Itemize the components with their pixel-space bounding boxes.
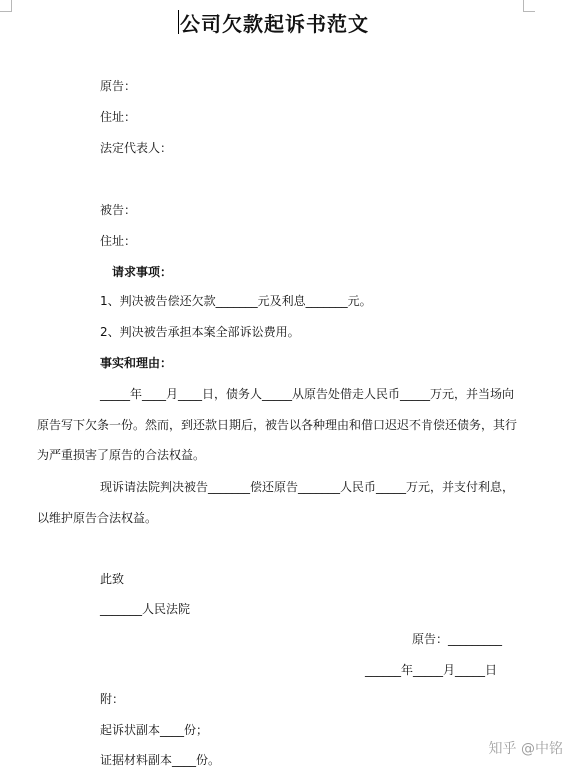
salutation[interactable]: 此致: [100, 572, 125, 586]
document-title[interactable]: 公司欠款起诉书范文: [180, 12, 369, 36]
court-line[interactable]: _______人民法院: [100, 602, 191, 616]
request-line-1[interactable]: 现诉请法院判决被告_______偿还原告_______人民币_____万元，并支付利息，: [100, 480, 515, 494]
claims-heading[interactable]: 请求事项：: [112, 265, 173, 279]
signature-plaintiff[interactable]: 原告：_________: [412, 632, 503, 646]
claim-item-2[interactable]: 2、判决被告承担本案全部诉讼费用。: [100, 325, 300, 339]
attachment-item-1[interactable]: 起诉状副本____份；: [100, 723, 209, 737]
facts-line-1[interactable]: _____年____月____日，债务人_____从原告处借走人民币_____万元，并当场向: [100, 387, 515, 401]
claim-item-1[interactable]: 1、判决被告偿还欠款_______元及利息_______元。: [100, 294, 372, 308]
defendant-line[interactable]: 被告：: [100, 203, 137, 217]
facts-line-2[interactable]: 原告写下欠条一份。然而，到还款日期后，被告以各种理由和借口迟迟不肯偿还债务，其行: [37, 418, 518, 432]
legal-rep-line[interactable]: 法定代表人：: [100, 141, 173, 155]
signature-date[interactable]: ______年_____月_____日: [365, 663, 498, 677]
watermark-text: 知乎 @中铭: [488, 741, 563, 757]
plaintiff-line[interactable]: 原告：: [100, 79, 137, 93]
facts-heading[interactable]: 事实和理由：: [100, 356, 173, 370]
plaintiff-address-line[interactable]: 住址：: [100, 110, 137, 124]
text-cursor: [178, 10, 179, 34]
margin-mark-top-right: [523, 0, 535, 12]
request-line-2[interactable]: 以维护原告合法权益。: [37, 511, 158, 525]
attachment-item-2[interactable]: 证据材料副本____份。: [100, 753, 221, 767]
attachment-heading[interactable]: 附：: [100, 692, 125, 706]
facts-line-3[interactable]: 为严重损害了原告的合法权益。: [37, 448, 206, 462]
defendant-address-line[interactable]: 住址：: [100, 234, 137, 248]
margin-mark-top-left: [0, 0, 12, 12]
